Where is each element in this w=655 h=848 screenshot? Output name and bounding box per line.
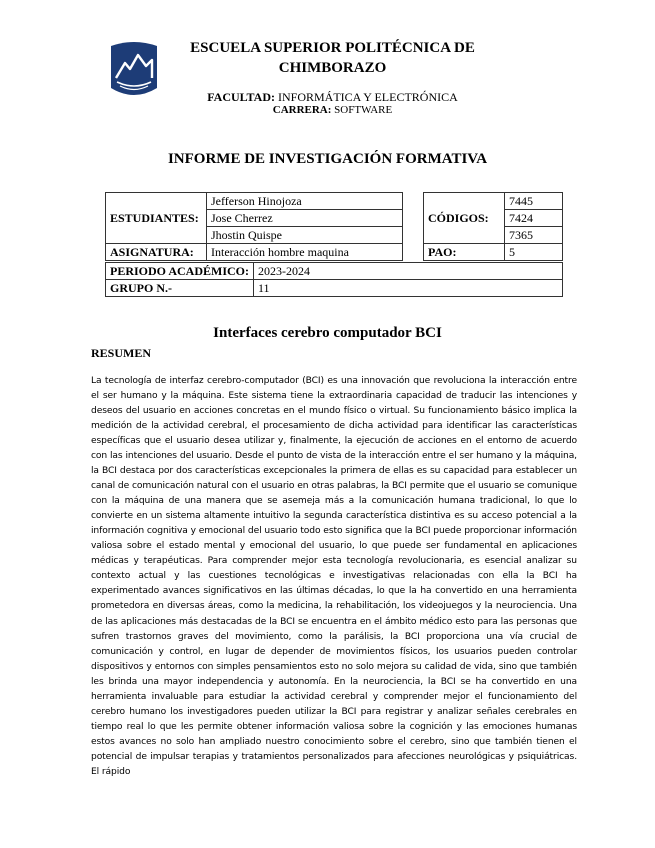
pao-value: 5 xyxy=(505,244,563,261)
institution-line-2: CHIMBORAZO xyxy=(278,60,387,76)
student-code-1: 7445 xyxy=(505,193,563,210)
university-seal-logo xyxy=(108,38,160,104)
student-name-3: Jhostin Quispe xyxy=(207,227,403,244)
faculty-value: INFORMÁTICA Y ELECTRÓNICA xyxy=(278,90,458,104)
student-name-1: Jefferson Hinojoza xyxy=(207,193,403,210)
faculty-label: FACULTAD: xyxy=(207,90,275,104)
group-label: GRUPO N.- xyxy=(106,280,254,297)
institution-name xyxy=(170,38,495,78)
codes-table xyxy=(423,192,563,261)
student-code-2: 7424 xyxy=(505,210,563,227)
faculty-line xyxy=(170,90,495,104)
period-value: 2023-2024 xyxy=(254,263,563,280)
students-table xyxy=(105,192,403,261)
student-code-3: 7365 xyxy=(505,227,563,244)
group-value: 11 xyxy=(254,280,563,297)
pao-label: PAO: xyxy=(424,244,505,261)
section-heading-abstract: RESUMEN xyxy=(91,346,152,360)
career-value: SOFTWARE xyxy=(334,104,393,116)
institution-line-1: ESCUELA SUPERIOR POLITÉCNICA DE xyxy=(190,40,475,56)
report-title: INFORME DE INVESTIGACIÓN FORMATIVA xyxy=(167,151,488,167)
students-label: ESTUDIANTES: xyxy=(106,193,207,244)
career-label: CARRERA: xyxy=(272,104,332,116)
abstract-paragraph: La tecnología de interfaz cerebro-computador (BCI) es una innovación que revoluciona la interacción entre el ser humano y la máquina. Este sistema tiene la extraordinaria capacidad de traducir las intenciones y deseos del usuario en acciones concretas en el mundo físico o virtual. Su funcionamiento básico implica la medición de la actividad cerebral, el procesamiento de dicha actividad para identificar las características específicas que el usuario desea utilizar y, finalmente, la ejecución de acciones en el entorno de acuerdo con las intenciones del usuario. Desde el punto de vista de la interacción entre el ser humano y la máquina, la BCI destaca por dos características excepcionales la primera de ellas es su capacidad para establecer un canal de comunicación natural con el usuario en otras palabras, la BCI permite que el usuario se comunique con la máquina de una manera que se asemeja más a la comunicación humana tradicional, lo que lo convierte en un sistema altamente intuitivo la segunda característica distintiva es su acceso potencial a la información cognitiva y emocional del usuario todo esto significa que la BCI puede proporcionar información valiosa sobre el estado mental y emocional del usuario, lo que puede ser fundamental en aplicaciones médicas y terapéuticas. Para comprender mejor esta tecnología revolucionaria, es esencial analizar su contexto actual y las cuestiones tecnológicas e investigativas relacionadas con ella la BCI ha experimentado avances significativos en las últimas décadas, lo que la ha convertido en una herramienta prometedora en diversas áreas, como la medicina, la rehabilitación, los videojuegos y la neurociencia. Una de las aplicaciones más destacadas de la BCI se encuentra en el ámbito médico esto para las personas que sufren trastornos graves del movimiento, como la parálisis, la BCI proporciona una vía crucial de comunicación y control, en lugar de depender de movimientos físicos, los usuarios pueden controlar dispositivos y entornos con simples pensamientos esto no solo mejora su calidad de vida, sino que también les brinda una mayor independencia y autonomía. En la neurociencia, la BCI se ha convertido en una herramienta invaluable para estudiar la actividad cerebral y comprender mejor el funcionamiento del cerebro humano los investigadores pueden utilizar la BCI para registrar y analizar señales cerebrales en tiempo real lo que les permite obtener información valiosa sobre la cognición y las emociones humanas estos avances no solo han ampliado nuestro conocimiento sobre el cerebro, sino que también tienen el potencial de impulsar terapias y tratamientos personalizados para afecciones neurológicas y psiquiátricas. El rápido xyxy=(91,376,577,777)
subject-value: Interacción hombre maquina xyxy=(207,244,403,261)
subject-label: ASIGNATURA: xyxy=(106,244,207,261)
period-label: PERIODO ACADÉMICO: xyxy=(106,263,254,280)
paper-title: Interfaces cerebro computador BCI xyxy=(213,325,442,341)
career-line xyxy=(170,104,495,117)
codes-label: CÓDIGOS: xyxy=(424,193,505,244)
period-group-table xyxy=(105,262,563,297)
student-name-2: Jose Cherrez xyxy=(207,210,403,227)
